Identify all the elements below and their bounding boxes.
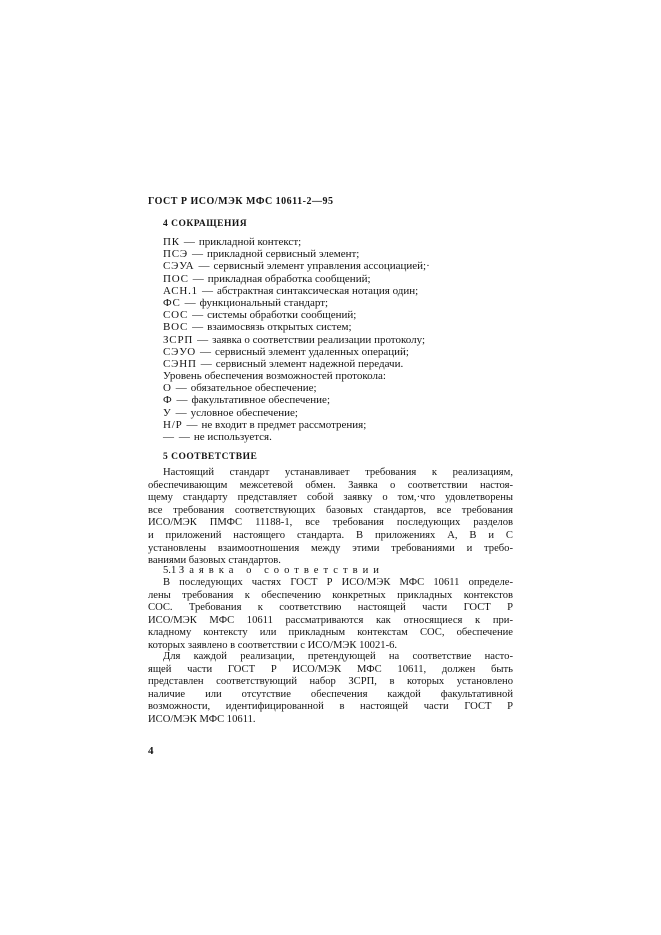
abbreviation-item: ЗСРП — заявка о соответствии реализации протоколу; — [163, 333, 426, 346]
abbreviation-item: ПСЭ — прикладной сервисный элемент; — [163, 248, 360, 261]
abbreviation-item: АСН.1 — абстрактная синтаксическая нотация один; — [163, 284, 419, 297]
conformance-paragraph: Для каждой реализации, претендующей на соответствие насто- ящей части ГОСТ Р ИСО/МЭК МФС 10611, должен быть представлен соответствующий набор ЗСРП, в которых установлено наличие или отсутствие обеспечения каждой факультативной возможности, идентифицированной в настоящей части ГОСТ Р ИСО/МЭК МФС 10611. — [148, 651, 513, 725]
support-level-item: — — не используется. — [163, 431, 272, 443]
document-header: ГОСТ Р ИСО/МЭК МФС 10611-2—95 — [148, 196, 334, 207]
section-4-heading: 4 СОКРАЩЕНИЯ — [163, 219, 248, 229]
abbreviation-item: ФС — функциональный стандарт; — [163, 296, 329, 309]
support-level-item: О — обязательное обеспечение; — [163, 382, 317, 395]
support-level-intro: Уровень обеспечения возможностей протокола: — [163, 370, 386, 383]
abbreviation-item: СЭНП — сервисный элемент надежной передачи. — [163, 357, 404, 370]
abbreviation-item: СЭУО — сервисный элемент удаленных операций; — [163, 345, 409, 358]
abbreviations-list — [163, 236, 523, 443]
section-5-paragraph: Настоящий стандарт устанавливает требования к реализациям, обеспечивающим межсетевой обмен. Заявка о соответствии настоя- щему стандарту представляет собой заявку о том,·что удовлетворены все требования соответствующих базовых стандартов, все требования ИСО/МЭК ПМФС 11188-1, все требования последующих разделов и приложений настоящего стандарта. В приложениях А, В и С установлены взаимоотношения между этими требованиями и требо- ваниями базовых стандартов. — [148, 467, 513, 567]
abbreviation-item: ПОС — прикладная обработка сообщений; — [163, 272, 371, 285]
abbreviation-item: ПК — прикладной контекст; — [163, 236, 302, 248]
page-number: 4 — [148, 745, 154, 757]
section-5-heading: 5 СООТВЕТСТВИЕ — [163, 452, 258, 462]
abbreviation-item: ВОС — взаимосвязь открытых систем; — [163, 321, 352, 334]
support-level-item: Н/Р — не входит в предмет рассмотрения; — [163, 418, 367, 431]
abbreviation-item: СЭУА — сервисный элемент управления ассоциацией;· — [163, 260, 430, 273]
subsection-5-1-heading: 5.1 Заявка о соответствии — [163, 565, 384, 576]
subsection-5-1-paragraph: В последующих частях ГОСТ Р ИСО/МЭК МФС 10611 определе- лены требования к обеспечению конкретных прикладных контекстов СОС. Требования к соответствию настоящей части ГОСТ Р ИСО/МЭК МФС 10611 рассматриваются как относящиеся к при- кладному контексту или прикладным контекстам СОС, обеспечение которых заявлено в соответствии с ИСО/МЭК 10021-6. — [148, 577, 513, 651]
support-level-item: Ф — факультативное обеспечение; — [163, 394, 330, 407]
abbreviation-item: СОС — системы обработки сообщений; — [163, 309, 357, 322]
support-level-item: У — условное обеспечение; — [163, 406, 298, 419]
